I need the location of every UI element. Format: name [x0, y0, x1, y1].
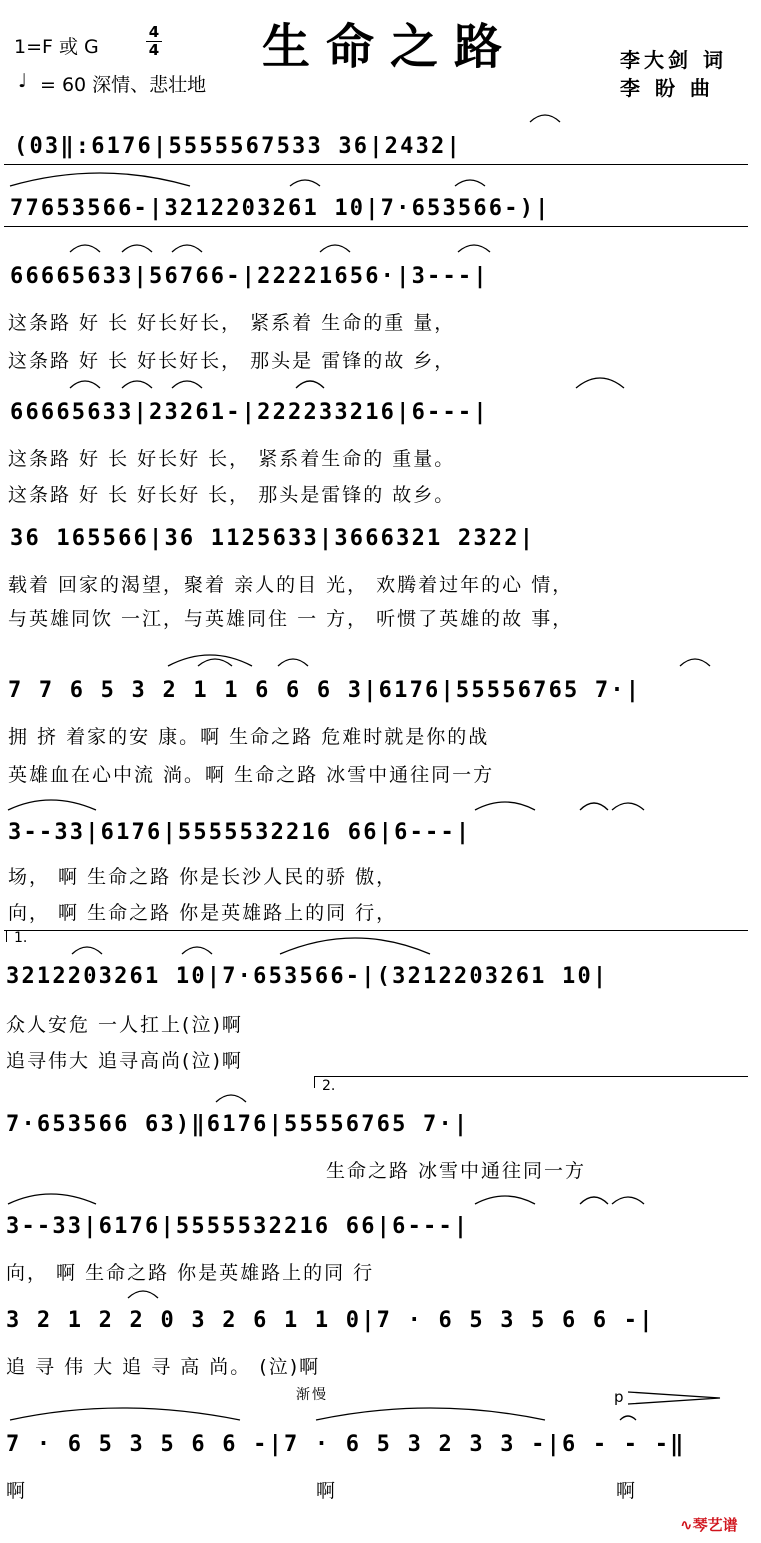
- notation-row: 3--33|6176|5555532216 66|6---|: [8, 820, 472, 845]
- slur-arc: [128, 1291, 158, 1298]
- slur-arc: [172, 381, 202, 388]
- slur-arc: [580, 803, 608, 810]
- slur-arc: [8, 1194, 96, 1204]
- lyric-line: 这条路 好 长 好长好长， 那头是 雷锋的故 乡，: [8, 350, 456, 372]
- slur-arc: [612, 803, 644, 810]
- lyric-line: 这条路 好 长 好长好 长， 紧系着生命的 重量。: [8, 448, 456, 470]
- volta-label: 1.: [14, 930, 28, 946]
- slur-arc: [278, 659, 308, 666]
- slur-arc: [198, 659, 232, 666]
- slur-arc: [122, 245, 152, 252]
- watermark-icon: ∿: [680, 1516, 693, 1534]
- lyric-line: 与英雄同饮 一江，与英雄同住 一 方， 听惯了英雄的故 事，: [8, 608, 574, 630]
- slur-arc: [216, 1095, 246, 1102]
- slur-arc: [316, 1408, 545, 1420]
- diminuendo-hairpin: [628, 1392, 720, 1404]
- slur-arc: [296, 381, 324, 388]
- slur-arc: [168, 655, 252, 666]
- slur-arc: [455, 180, 485, 186]
- watermark-text: 琴艺谱: [692, 1516, 738, 1534]
- notation-row: 7·653566 63)‖6176|55556765 7·|: [6, 1112, 470, 1137]
- lyric-line: 啊: [316, 1480, 338, 1502]
- composer-credit: 李 盼 曲: [620, 76, 714, 100]
- slur-arc: [72, 947, 102, 954]
- lyric-line: 拥 挤 着家的安 康。啊 生命之路 危难时就是你的战: [8, 726, 490, 748]
- lyric-line: 生命之路 冰雪中通往同一方: [326, 1160, 587, 1182]
- volta-label: 2.: [322, 1078, 336, 1094]
- slur-arc: [320, 245, 350, 252]
- slur-arc: [576, 378, 624, 388]
- ritardando-marking: 渐慢: [296, 1387, 328, 1403]
- slur-arc: [10, 1408, 240, 1420]
- lyric-line: 这条路 好 长 好长好长， 紧系着 生命的重 量，: [8, 312, 456, 334]
- lyricist-credit: 李大剑 词: [620, 48, 727, 72]
- dynamic-marking: p: [614, 1388, 626, 1406]
- lyric-line: 英雄血在心中流 淌。啊 生命之路 冰雪中通往同一方: [8, 764, 495, 786]
- slur-arc: [612, 1197, 644, 1204]
- lyric-line: 场， 啊 生命之路 你是长沙人民的骄 傲，: [8, 866, 398, 888]
- notation-row: 3 2 1 2 2 0 3 2 6 1 1 0|7 · 6 5 3 5 6 6 -|: [6, 1308, 655, 1333]
- time-signature-bottom: 4: [146, 41, 162, 59]
- song-title: 生命之路: [262, 19, 519, 75]
- slur-arc: [10, 173, 190, 186]
- slur-arc: [122, 381, 152, 388]
- time-signature-top: 4: [148, 23, 160, 41]
- slur-arc: [70, 381, 100, 388]
- lyric-line: 啊: [616, 1480, 638, 1502]
- notation-row: 3212203261 10|7·653566-|(3212203261 10|: [6, 964, 609, 989]
- slur-arc: [172, 245, 202, 252]
- slur-arc: [280, 938, 430, 954]
- lyric-line: 众人安危 一人扛上(泣)啊: [6, 1014, 243, 1036]
- slur-arc: [70, 245, 100, 252]
- slur-arc: [182, 947, 212, 954]
- slur-arc: [620, 1416, 636, 1420]
- slur-arc: [458, 245, 490, 252]
- tempo-note-icon: ♩: [18, 70, 27, 92]
- notation-row: 36 165566|36 1125633|3666321 2322|: [10, 526, 536, 551]
- slur-arc: [530, 115, 560, 122]
- notation-row: 7 · 6 5 3 5 6 6 -|7 · 6 5 3 2 3 3 -|6 - - -‖: [6, 1432, 686, 1457]
- notation-row: 3--33|6176|5555532216 66|6---|: [6, 1214, 470, 1239]
- lyric-line: 载着 回家的渴望，聚着 亲人的目 光， 欢腾着过年的心 情，: [8, 574, 574, 596]
- notation-row: 66665633|56766-|22221656·|3---|: [10, 264, 489, 289]
- lyric-line: 追寻伟大 追寻高尚(泣)啊: [6, 1050, 243, 1072]
- notation-row: 7 7 6 5 3 2 1 1 6 6 6 3|6176|55556765 7·|: [8, 678, 642, 703]
- slur-arc: [290, 180, 320, 186]
- notation-row: (03‖:6176|5555567533 36|2432|: [14, 134, 462, 159]
- slur-arc: [475, 802, 535, 810]
- slur-arc: [680, 659, 710, 666]
- lyric-line: 啊: [6, 1480, 28, 1502]
- tempo-marking: = 60 深情、悲壮地: [40, 74, 207, 96]
- slur-arc: [8, 800, 96, 810]
- lyric-line: 这条路 好 长 好长好 长， 那头是雷锋的 故乡。: [8, 484, 456, 506]
- slur-arc: [475, 1196, 535, 1204]
- key-signature: 1=F 或 G: [14, 36, 99, 58]
- notation-row: 77653566-|3212203261 10|7·653566-)|: [10, 196, 551, 221]
- lyric-line: 向， 啊 生命之路 你是英雄路上的同 行，: [8, 902, 398, 924]
- notation-row: 66665633|23261-|222233216|6---|: [10, 400, 489, 425]
- lyric-line: 向， 啊 生命之路 你是英雄路上的同 行: [6, 1262, 375, 1284]
- slur-arc: [580, 1197, 608, 1204]
- lyric-line: 追 寻 伟 大 追 寻 高 尚。 (泣)啊: [6, 1356, 321, 1378]
